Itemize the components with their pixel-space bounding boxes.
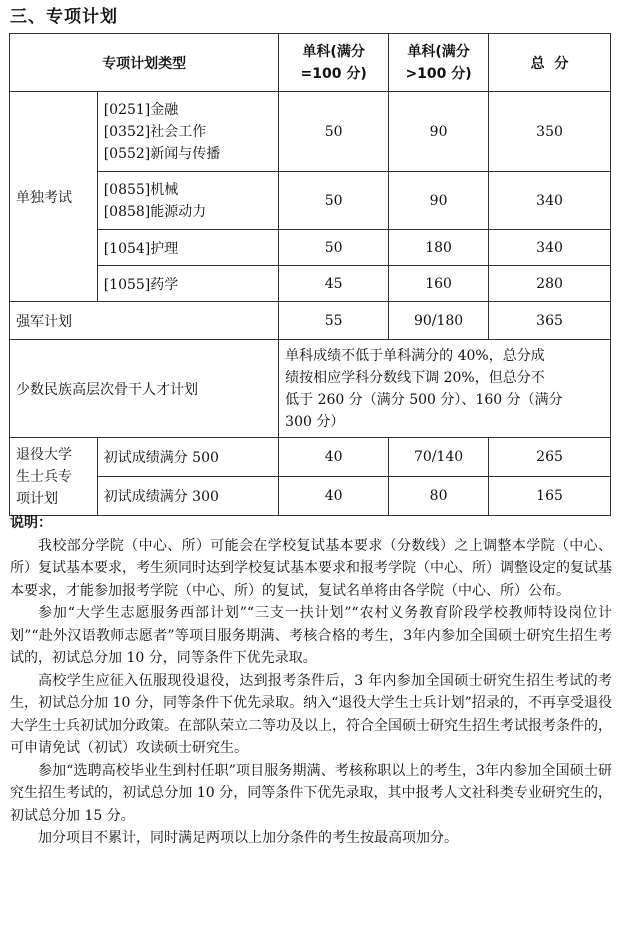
total-score: 340 (489, 172, 611, 230)
single-over-100-score: 70/140 (389, 438, 489, 477)
table-row (10, 477, 611, 516)
single-100-score: 55 (279, 302, 389, 340)
total-score: 350 (489, 92, 611, 172)
solo-exam-label: 单独考试 (10, 92, 98, 302)
table-row (10, 438, 611, 477)
total-score: 340 (489, 230, 611, 266)
total-score: 165 (489, 477, 611, 516)
major-list: [1054]护理 (97, 230, 278, 266)
single-100-score: 50 (279, 172, 389, 230)
qiangjun-label: 强军计划 (10, 302, 279, 340)
total-score: 365 (489, 302, 611, 340)
single-100-score: 50 (279, 230, 389, 266)
note-paragraph: 我校部分学院（中心、所）可能会在学校复试基本要求（分数线）之上调整本学院（中心、所）复试基本要求，考生须同时达到学校复试基本要求和报考学院（中心、所）调整设定的复试基本要求，才能参加报考学院（中心、所）的复试，复试名单将由各学院（中心、所）公布。 (10, 537, 612, 599)
single-over-100-score: 90 (389, 92, 489, 172)
single-100-score: 45 (279, 266, 389, 302)
total-score: 265 (489, 438, 611, 477)
table-row (10, 92, 611, 172)
notes-section (10, 512, 612, 850)
header-single-100: 单科(满分 =100 分) (279, 34, 389, 92)
note-paragraph: 参加“选聘高校毕业生到村任职”项目服务期满、考核称职以上的考生，3年内参加全国硕士研究生招生考试的，初试总分加 10 分，同等条件下优先录取，其中报考人文社科类专业研究生的，初试总分加 15 分。 (10, 762, 612, 824)
single-over-100-score: 80 (389, 477, 489, 516)
major-list: [0251]金融 [0352]社会工作 [0552]新闻与传播 (97, 92, 278, 172)
single-100-score: 40 (279, 477, 389, 516)
veteran-sub-type: 初试成绩满分 300 (97, 477, 278, 516)
note-paragraph: 加分项目不累计，同时满足两项以上加分条件的考生按最高项加分。 (38, 830, 458, 846)
single-over-100-score: 90 (389, 172, 489, 230)
note-paragraph: 参加“大学生志愿服务西部计划”“三支一扶计划”“农村义务教育阶段学校教师特设岗位计划”“赴外汉语教师志愿者”等项目服务期满、考核合格的考生，3年内参加全国硕士研究生招生考试的，初试总分加 10 分，同等条件下优先录取。 (10, 605, 612, 666)
single-over-100-score: 180 (389, 230, 489, 266)
header-single-over-100: 单科(满分 >100 分) (389, 34, 489, 92)
table-row (10, 172, 611, 230)
single-100-score: 40 (279, 438, 389, 477)
notes-heading: 说明： (10, 515, 52, 531)
single-over-100-score: 160 (389, 266, 489, 302)
note-paragraph: 高校学生应征入伍服现役退役，达到报考条件后，3 年内参加全国硕士研究生招生考试的考生，初试总分加 10 分，同等条件下优先录取。纳入“退役大学生士兵计划”招录的，不再享受退役大学生士兵初试加分政策。在部队荣立二等功及以上，符合全国硕士研究生招生考试报考条件的，可申请免试（初试）攻读硕士研究生。 (10, 672, 612, 756)
table-row (10, 340, 611, 438)
veteran-sub-type: 初试成绩满分 500 (97, 438, 278, 477)
table-row (10, 230, 611, 266)
minority-plan-label: 少数民族高层次骨干人才计划 (10, 340, 279, 438)
special-plan-table (9, 33, 611, 516)
section-title: 三、专项计划 (10, 7, 118, 27)
major-list: [1055]药学 (97, 266, 278, 302)
table-header-row (10, 34, 611, 92)
header-plan-type: 专项计划类型 (10, 34, 279, 92)
veteran-plan-label: 退役大学 生士兵专 项计划 (10, 438, 98, 516)
major-list: [0855]机械 [0858]能源动力 (97, 172, 278, 230)
minority-plan-rule: 单科成绩不低于单科满分的 40%，总分成 绩按相应学科分数线下调 20%，但总分不 低于 260 分（满分 500 分）、160 分（满分 300 分） (279, 340, 611, 438)
single-100-score: 50 (279, 92, 389, 172)
header-total: 总 分 (489, 34, 611, 92)
total-score: 280 (489, 266, 611, 302)
table-row (10, 302, 611, 340)
table-row (10, 266, 611, 302)
single-over-100-score: 90/180 (389, 302, 489, 340)
